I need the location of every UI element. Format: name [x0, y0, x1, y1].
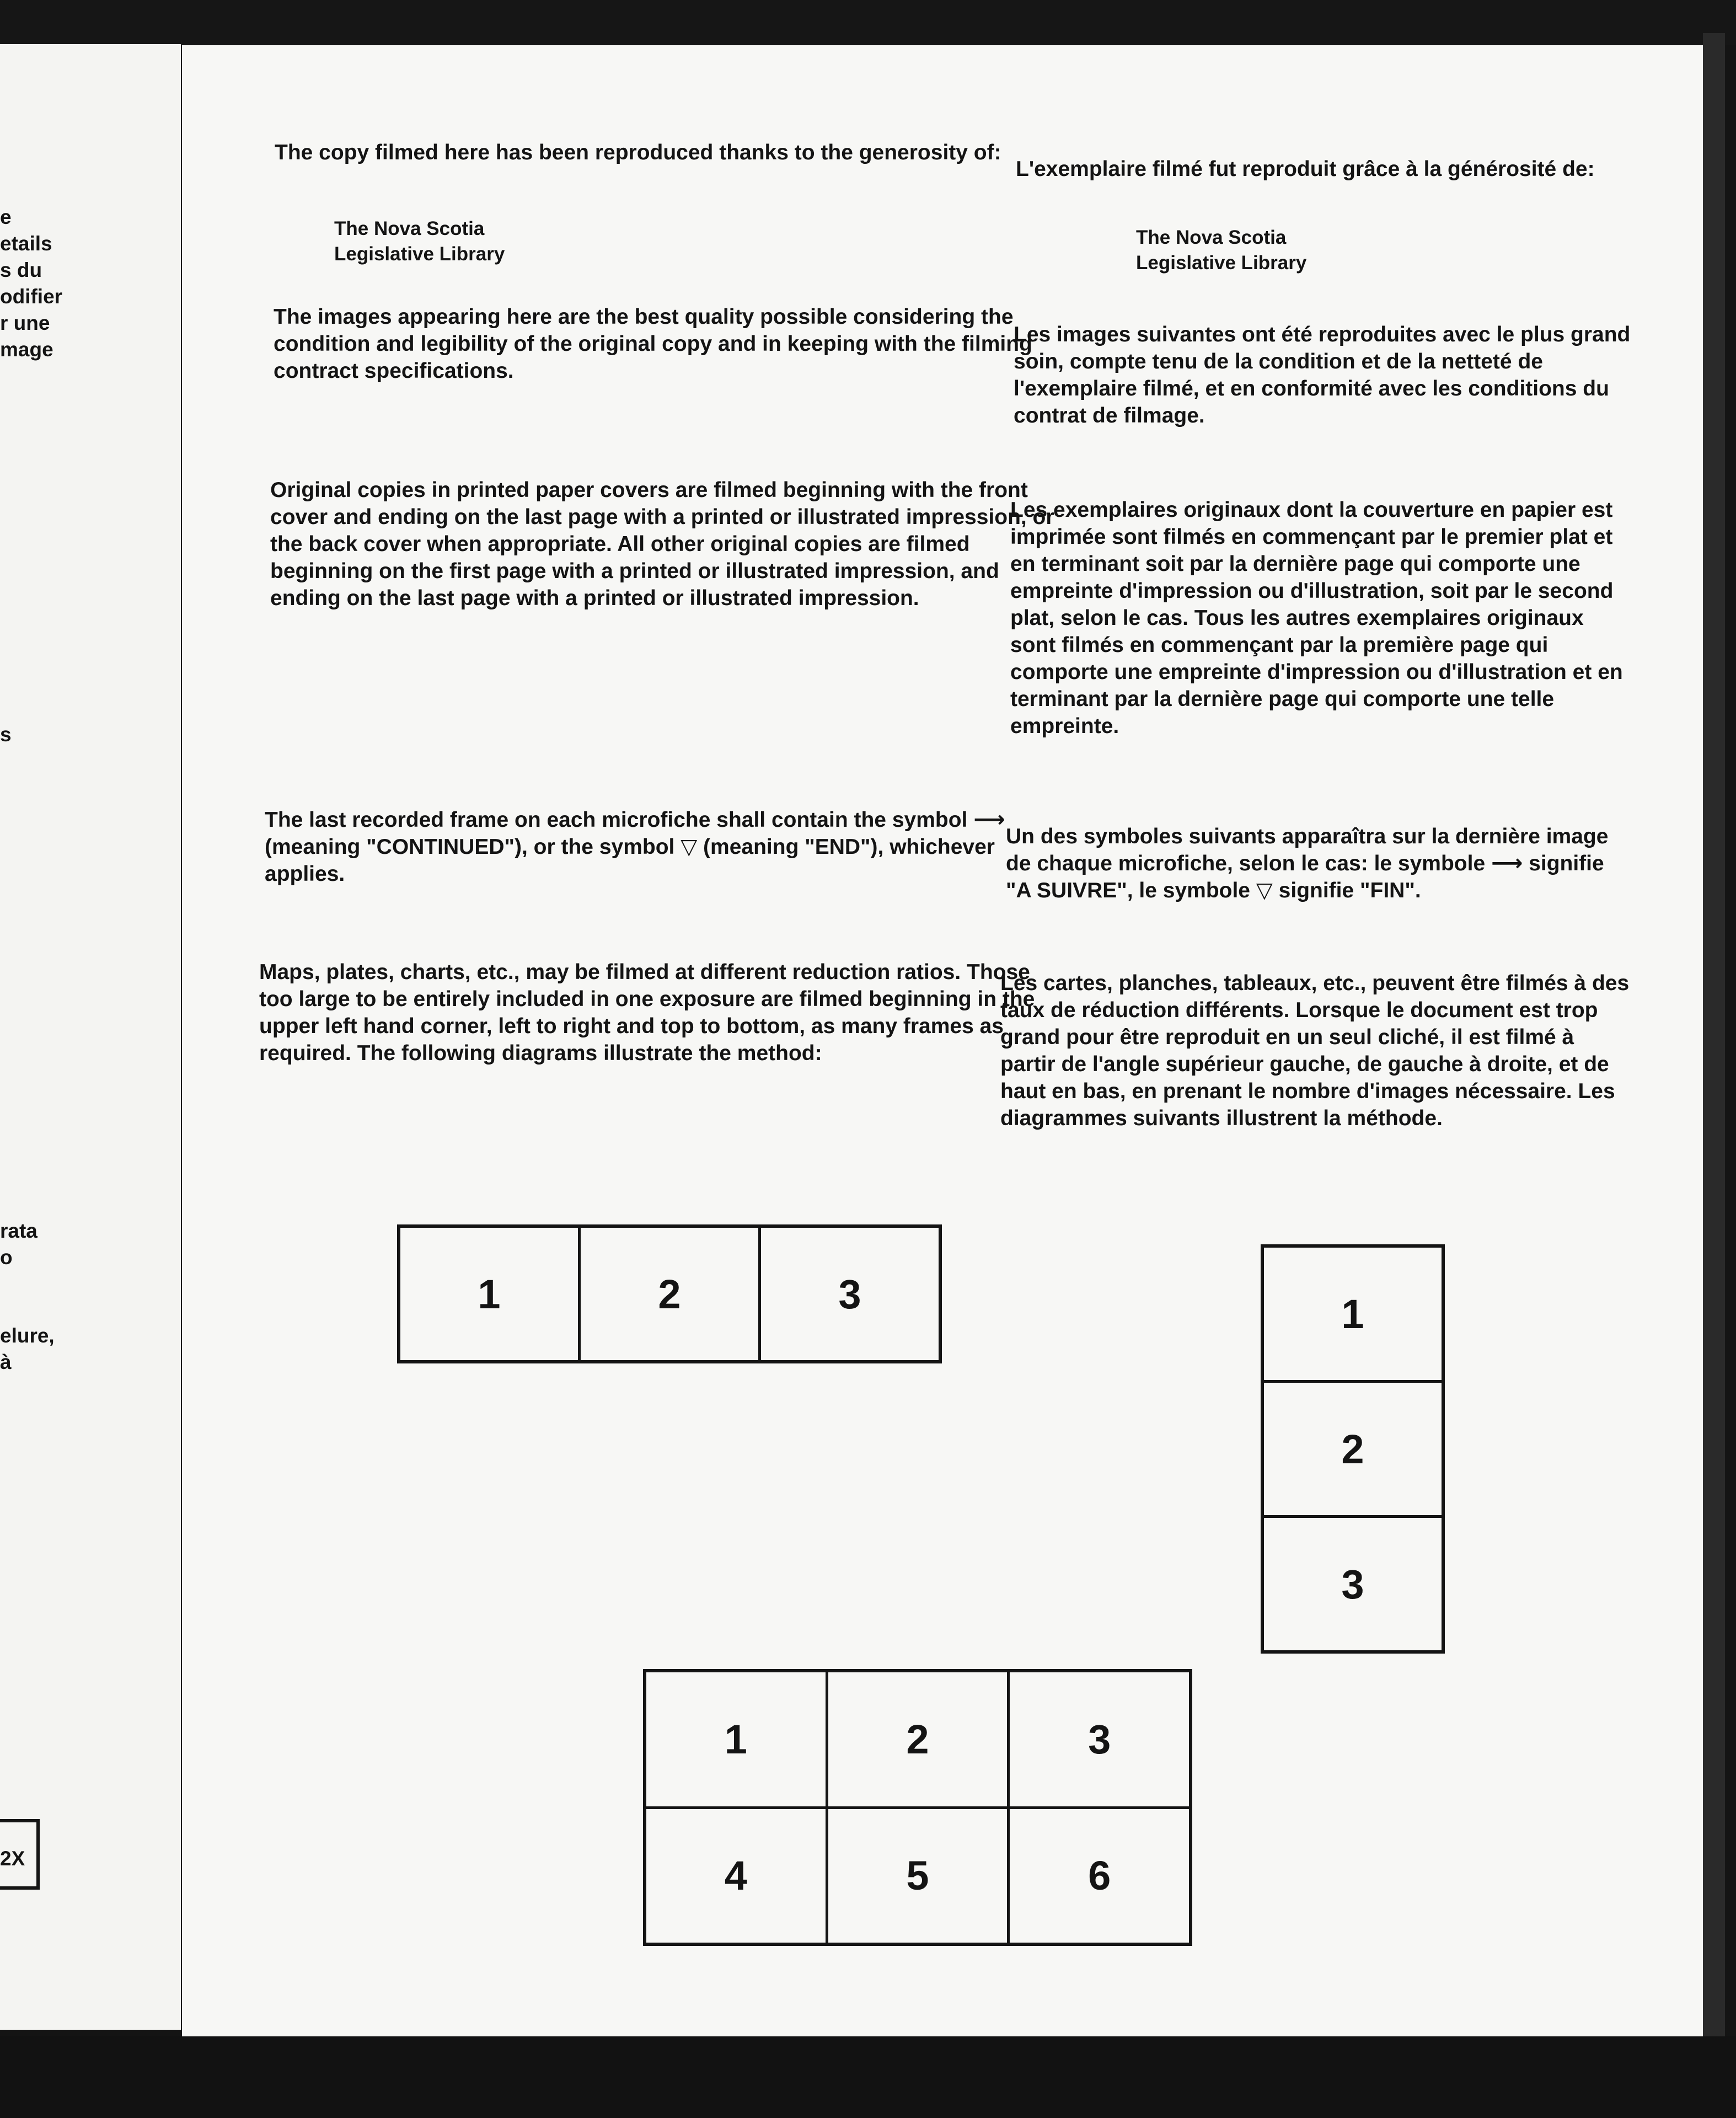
library-line-2: Legislative Library	[1136, 252, 1307, 274]
fragment-text-block-2	[0, 721, 12, 748]
diagram-three-frames-row	[397, 1224, 942, 1363]
fragment-line: mage	[0, 338, 53, 361]
fragment-line: elure,	[0, 1324, 55, 1347]
english-intro	[275, 139, 1069, 166]
fragment-line: à	[0, 1351, 12, 1373]
diagram-three-frames-column	[1261, 1244, 1445, 1654]
end-triangle-icon: ▽	[681, 835, 698, 859]
french-intro	[1016, 156, 1622, 183]
french-paragraph-text: Les cartes, planches, tableaux, etc., peuvent être filmés à des taux de réduction différents. Lorsque le document est trop grand pour être reproduit en un seul cliché, il est filmé à partir de l'angle supérieur gauche, de gauche à droite, et de haut en bas, en prenant le nombre d'images nécessaire. Les diagrammes suivants illustrent la méthode.	[1000, 971, 1630, 1130]
text-span: (meaning "CONTINUED"), or the symbol	[265, 835, 681, 859]
library-line-1: The Nova Scotia	[334, 218, 485, 239]
french-symbols-paragraph	[1006, 823, 1618, 904]
fragment-line: r une	[0, 312, 50, 334]
scan-bottom-edge	[0, 2036, 1736, 2118]
diagram-cell: 6	[1010, 1809, 1189, 1943]
fragment-line: s	[0, 723, 12, 746]
french-maps-paragraph	[1000, 970, 1635, 1132]
fragment-line: rata	[0, 1220, 37, 1242]
previous-page-fragment	[0, 44, 181, 2030]
diagram-cell: 3	[1264, 1518, 1442, 1650]
diagram-cell: 2	[1264, 1383, 1442, 1515]
continued-arrow-icon: ⟶	[1491, 851, 1523, 875]
english-originals-paragraph	[270, 477, 1070, 612]
fragment-line: o	[0, 1246, 13, 1269]
diagram-cell: 4	[646, 1809, 826, 1943]
text-span: signifie "FIN".	[1272, 879, 1421, 902]
diagram-cell: 1	[400, 1228, 578, 1360]
fragment-text-block-1	[0, 204, 62, 363]
fragment-line: etails	[0, 232, 52, 255]
fragment-text-block-4	[0, 1323, 55, 1376]
french-paragraph-text: Les exemplaires originaux dont la couverture en papier est imprimée sont filmés en commençant par le premier plat et en terminant soit par la dernière page qui comporte une empreinte d'impression ou d'illustration, soit par le second plat, selon le cas. Tous les autres exemplaires originaux sont filmés en commençant par la première page qui comporte une empreinte d'impression ou d'illustration et en terminant par la dernière page qui comporte une telle empreinte.	[1010, 498, 1623, 738]
french-paragraph-text: Les images suivantes ont été reproduites avec le plus grand soin, compte tenu de la condition et de la netteté de l'exemplaire filmé, et en conformité avec les conditions du contrat de filmage.	[1014, 323, 1631, 427]
end-triangle-icon: ▽	[1256, 879, 1273, 902]
scan-right-edge	[1703, 33, 1725, 2074]
diagram-cell: 1	[646, 1672, 826, 1806]
library-line-2: Legislative Library	[334, 243, 505, 265]
english-symbols-text	[265, 806, 1064, 887]
diagram-cell: 1	[1264, 1248, 1442, 1380]
fragment-line: odifier	[0, 285, 63, 308]
french-symbols-text	[1006, 823, 1618, 904]
fragment-line: s du	[0, 259, 42, 281]
target-page	[182, 45, 1703, 2036]
french-quality-paragraph	[1014, 321, 1631, 429]
text-span: Un des symboles suivants apparaîtra sur la dernière image de chaque microfiche, selon le cas: le symbole	[1006, 825, 1609, 875]
english-quality-paragraph	[274, 303, 1073, 384]
english-symbols-paragraph	[265, 806, 1064, 887]
library-line-1: The Nova Scotia	[1136, 227, 1287, 248]
english-paragraph-text: Maps, plates, charts, etc., may be filmed at different reduction ratios. Those too large to be entirely included in one exposure are filmed beginning in the upper left hand corner, left to right and top to bottom, as many frames as required. The following diagrams illustrate the method:	[259, 960, 1035, 1065]
diagram-cell: 3	[761, 1228, 939, 1360]
scan-top-edge	[0, 0, 1736, 45]
english-maps-paragraph	[259, 959, 1064, 1067]
text-span: The last recorded frame on each microfiche shall contain the symbol	[265, 808, 974, 832]
diagram-cell: 2	[828, 1672, 1008, 1806]
english-paragraph-text: Original copies in printed paper covers are filmed beginning with the front cover and ending on the last page with a printed or illustrated impression, or the back cover when appropriate. All other original copies are filmed beginning on the first page with a printed or illustrated impression, and ending on the last page with a printed or illustrated impression.	[270, 478, 1054, 610]
english-paragraph-text: The images appearing here are the best quality possible considering the condition and legibility of the original copy and in keeping with the filming contract specifications.	[274, 305, 1032, 383]
text-span: (meaning "END"), whichever applies.	[265, 835, 995, 886]
fragment-box-label: 2X	[0, 1847, 25, 1870]
french-intro-text: L'exemplaire filmé fut reproduit grâce à la générosité de:	[1016, 157, 1595, 181]
text-span: signifie "A SUIVRE", le symbole	[1006, 852, 1604, 902]
french-originals-paragraph	[1010, 496, 1633, 740]
french-library-name	[1136, 225, 1577, 276]
continued-arrow-icon: ⟶	[973, 807, 1005, 832]
diagram-cell: 2	[581, 1228, 758, 1360]
diagram-cell: 5	[828, 1809, 1008, 1943]
fragment-line: e	[0, 206, 12, 228]
english-library-name	[334, 216, 831, 267]
diagram-six-frames-grid	[643, 1669, 1192, 1946]
diagram-cell: 3	[1010, 1672, 1189, 1806]
fragment-text-block-3	[0, 1218, 37, 1271]
english-intro-text: The copy filmed here has been reproduced thanks to the generosity of:	[275, 141, 1001, 164]
